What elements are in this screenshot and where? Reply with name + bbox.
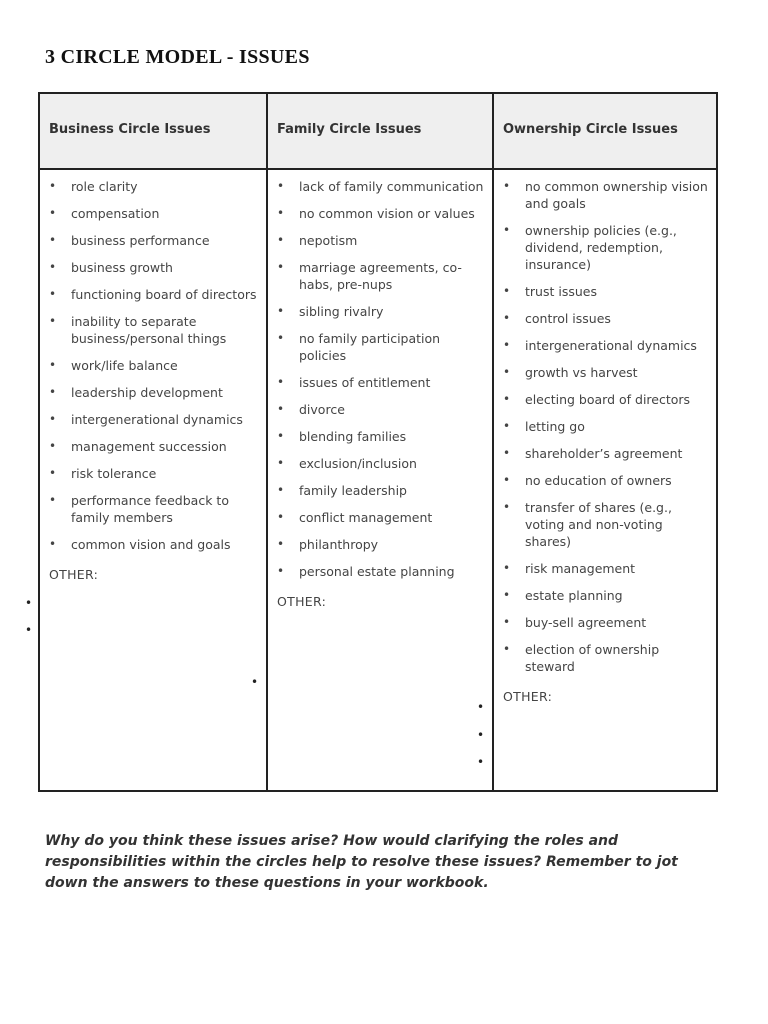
list-item: • functioning board of directors xyxy=(49,286,258,303)
list-item: • letting go xyxy=(503,418,708,435)
empty-bullet: • xyxy=(477,728,485,742)
business-column-body xyxy=(40,170,266,582)
empty-bullet: • xyxy=(477,755,485,769)
list-item: • trust issues xyxy=(503,283,708,300)
list-item: • intergenerational dynamics xyxy=(49,411,258,428)
empty-bullet: • xyxy=(25,596,33,610)
list-item: • no family participation policies xyxy=(277,330,484,364)
list-item: • business performance xyxy=(49,232,258,249)
empty-bullet: • xyxy=(25,623,33,637)
list-item: • risk management xyxy=(503,560,708,577)
list-item: • marriage agreements, co-habs, pre-nups xyxy=(277,259,484,293)
empty-bullet: • xyxy=(251,675,259,689)
list-item: • issues of entitlement xyxy=(277,374,484,391)
list-item: • philanthropy xyxy=(277,536,484,553)
list-item: • buy-sell agreement xyxy=(503,614,708,631)
list-item: • ownership policies (e.g., dividend, redemption, insurance) xyxy=(503,222,708,273)
list-item: • no education of owners xyxy=(503,472,708,489)
list-item: • family leadership xyxy=(277,482,484,499)
reflection-question: Why do you think these issues arise? How would clarifying the roles and responsibilities within the circles help to resolve these issues? Remember to jot down the answers to these questions in your workbook. xyxy=(45,833,678,891)
list-item: • growth vs harvest xyxy=(503,364,708,381)
family-column-header: Family Circle Issues xyxy=(268,94,492,170)
list-item: • estate planning xyxy=(503,587,708,604)
list-item: • transfer of shares (e.g., voting and non-voting shares) xyxy=(503,499,708,550)
list-item: • performance feedback to family members xyxy=(49,492,258,526)
list-item: • blending families xyxy=(277,428,484,445)
list-item: • inability to separate business/personal things xyxy=(49,313,258,347)
ownership-column-header: Ownership Circle Issues xyxy=(494,94,716,170)
list-item: • shareholder’s agreement xyxy=(503,445,708,462)
list-item: • role clarity xyxy=(49,178,258,195)
page-title: 3 CIRCLE MODEL - ISSUES xyxy=(45,46,310,68)
list-item: • election of ownership steward xyxy=(503,641,708,675)
empty-bullet: • xyxy=(477,700,485,714)
family-issue-list xyxy=(277,178,484,580)
ownership-issue-list xyxy=(503,178,708,675)
list-item: • nepotism xyxy=(277,232,484,249)
ownership-column xyxy=(492,94,716,790)
list-item: • exclusion/inclusion xyxy=(277,455,484,472)
list-item: • management succession xyxy=(49,438,258,455)
list-item: • no common ownership vision and goals xyxy=(503,178,708,212)
other-label: OTHER: xyxy=(277,594,327,609)
list-item: • compensation xyxy=(49,205,258,222)
list-item: • risk tolerance xyxy=(49,465,258,482)
list-item: • work/life balance xyxy=(49,357,258,374)
issues-table xyxy=(38,92,718,792)
family-column-body xyxy=(268,170,492,609)
list-item: • common vision and goals xyxy=(49,536,258,553)
list-item: • business growth xyxy=(49,259,258,276)
family-column xyxy=(266,94,492,790)
list-item: • sibling rivalry xyxy=(277,303,484,320)
other-label: OTHER: xyxy=(49,567,99,582)
list-item: • personal estate planning xyxy=(277,563,484,580)
list-item: • no common vision or values xyxy=(277,205,484,222)
other-label: OTHER: xyxy=(503,689,553,704)
business-issue-list xyxy=(49,178,258,553)
list-item: • intergenerational dynamics xyxy=(503,337,708,354)
list-item: • lack of family communication xyxy=(277,178,484,195)
list-item: • electing board of directors xyxy=(503,391,708,408)
list-item: • conflict management xyxy=(277,509,484,526)
business-column-header: Business Circle Issues xyxy=(40,94,266,170)
list-item: • divorce xyxy=(277,401,484,418)
list-item: • control issues xyxy=(503,310,708,327)
ownership-column-body xyxy=(494,170,716,704)
list-item: • leadership development xyxy=(49,384,258,401)
business-column xyxy=(40,94,266,790)
